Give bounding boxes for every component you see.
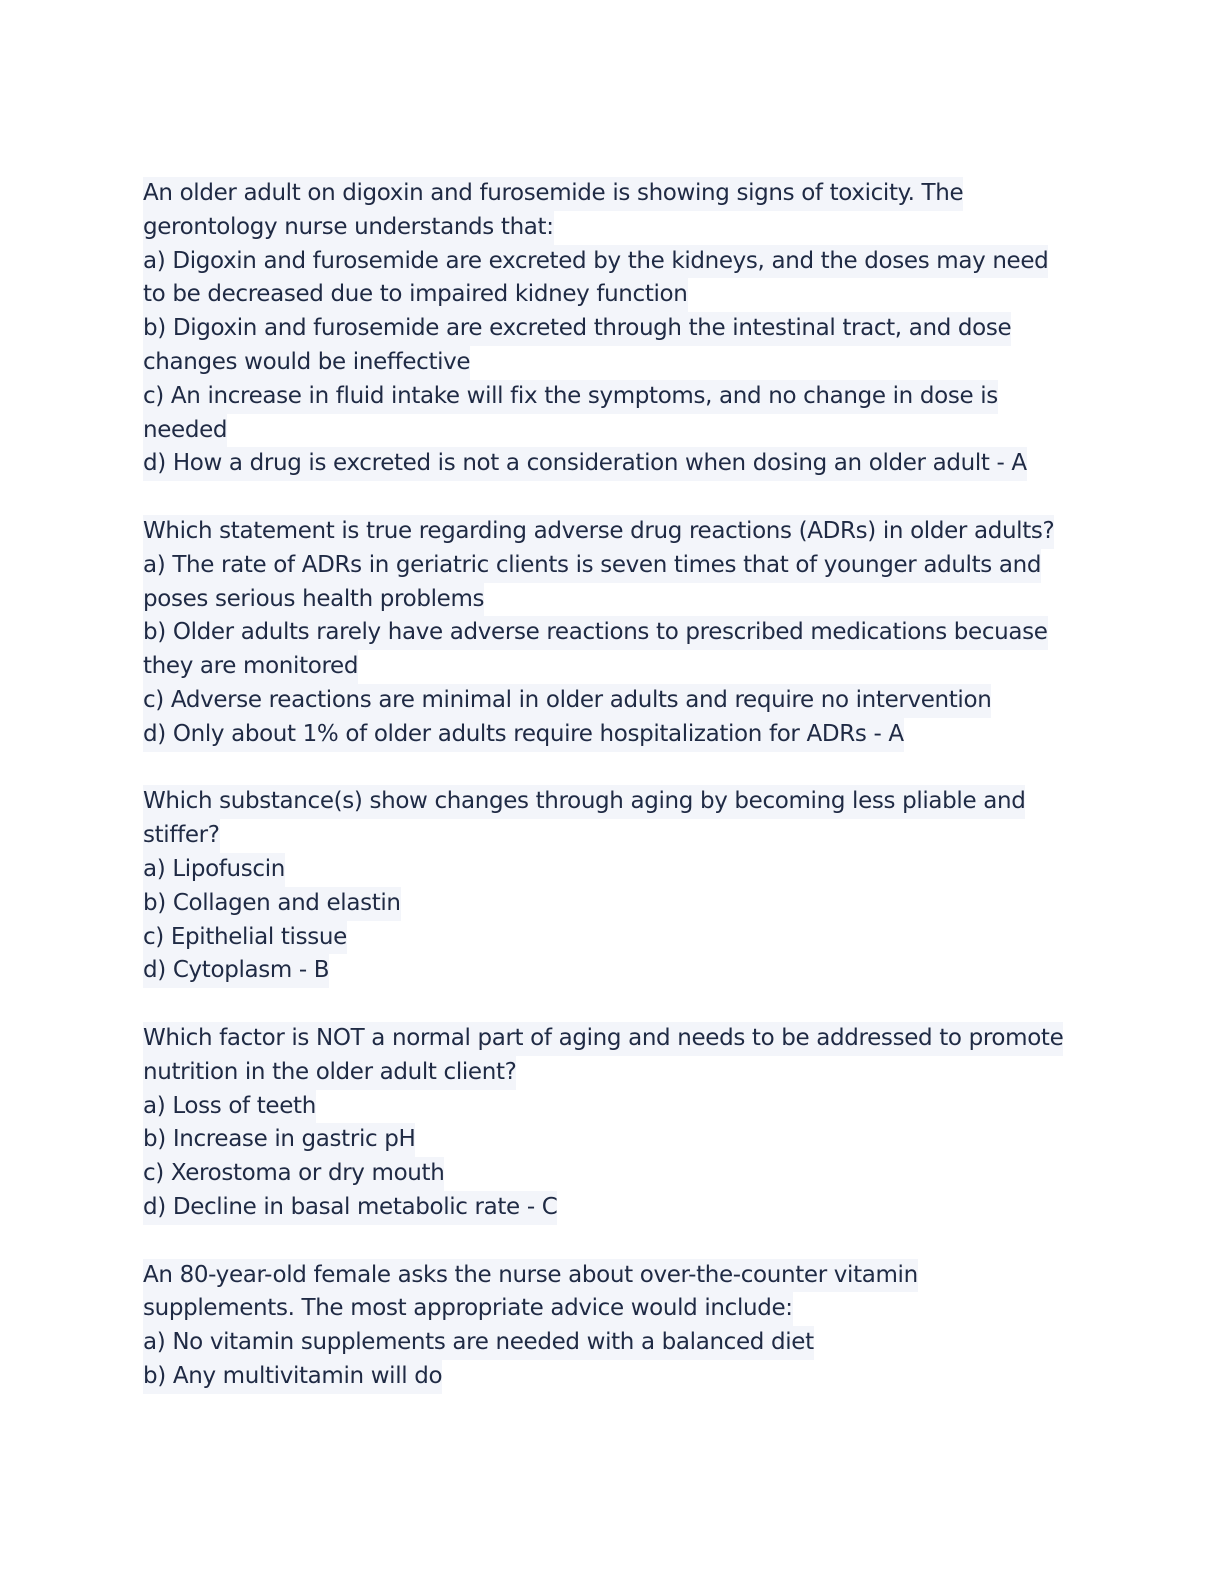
question-3-stem-line-1: Which substance(s) show changes through aging by becoming less pliable and [143, 785, 1025, 819]
question-3-stem-line-2: stiffer? [143, 819, 220, 853]
question-2-option-c-line-1: c) Adverse reactions are minimal in older adults and require no intervention [143, 684, 991, 718]
question-block-1 [143, 177, 1083, 481]
question-1-option-a-line-1: a) Digoxin and furosemide are excreted by the kidneys, and the doses may need [143, 245, 1048, 279]
question-2-option-b-line-2: they are monitored [143, 650, 358, 684]
question-4-option-b: b) Increase in gastric pH [143, 1123, 415, 1157]
question-4-option-a: a) Loss of teeth [143, 1090, 316, 1124]
question-3-option-a: a) Lipofuscin [143, 853, 285, 887]
question-1-option-c-line-2: needed [143, 414, 227, 448]
question-4-option-c: c) Xerostoma or dry mouth [143, 1157, 444, 1191]
question-3-option-d: d) Cytoplasm - B [143, 954, 329, 988]
question-block-4 [143, 1022, 1083, 1225]
question-5-stem-line-2: supplements. The most appropriate advice would include: [143, 1292, 793, 1326]
question-1-option-c-line-1: c) An increase in fluid intake will fix the symptoms, and no change in dose is [143, 380, 998, 414]
question-1-option-d-line-1: d) How a drug is excreted is not a consideration when dosing an older adult - A [143, 447, 1027, 481]
question-4-stem-line-2: nutrition in the older adult client? [143, 1056, 516, 1090]
question-1-stem-line-1: An older adult on digoxin and furosemide is showing signs of toxicity. The [143, 177, 963, 211]
question-3-option-b: b) Collagen and elastin [143, 887, 401, 921]
question-5-option-a: a) No vitamin supplements are needed with a balanced diet [143, 1326, 814, 1360]
question-block-5 [143, 1259, 1083, 1394]
question-5-option-b: b) Any multivitamin will do [143, 1360, 442, 1394]
question-1-option-b-line-1: b) Digoxin and furosemide are excreted through the intestinal tract, and dose [143, 312, 1011, 346]
question-4-stem-line-1: Which factor is NOT a normal part of aging and needs to be addressed to promote [143, 1022, 1063, 1056]
question-2-option-a-line-1: a) The rate of ADRs in geriatric clients is seven times that of younger adults and [143, 549, 1041, 583]
question-2-option-d-line-1: d) Only about 1% of older adults require hospitalization for ADRs - A [143, 718, 904, 752]
question-2-option-a-line-2: poses serious health problems [143, 583, 484, 617]
question-block-3 [143, 785, 1083, 988]
document-content [143, 177, 1083, 1427]
question-2-stem-line-1: Which statement is true regarding adverse drug reactions (ADRs) in older adults? [143, 515, 1054, 549]
question-4-option-d: d) Decline in basal metabolic rate - C [143, 1191, 557, 1225]
question-1-stem-line-2: gerontology nurse understands that: [143, 211, 554, 245]
question-1-option-b-line-2: changes would be ineffective [143, 346, 470, 380]
question-3-option-c: c) Epithelial tissue [143, 921, 347, 955]
question-2-option-b-line-1: b) Older adults rarely have adverse reactions to prescribed medications becuase [143, 616, 1048, 650]
question-5-stem-line-1: An 80-year-old female asks the nurse about over-the-counter vitamin [143, 1259, 918, 1293]
question-1-option-a-line-2: to be decreased due to impaired kidney function [143, 278, 688, 312]
question-block-2 [143, 515, 1083, 752]
